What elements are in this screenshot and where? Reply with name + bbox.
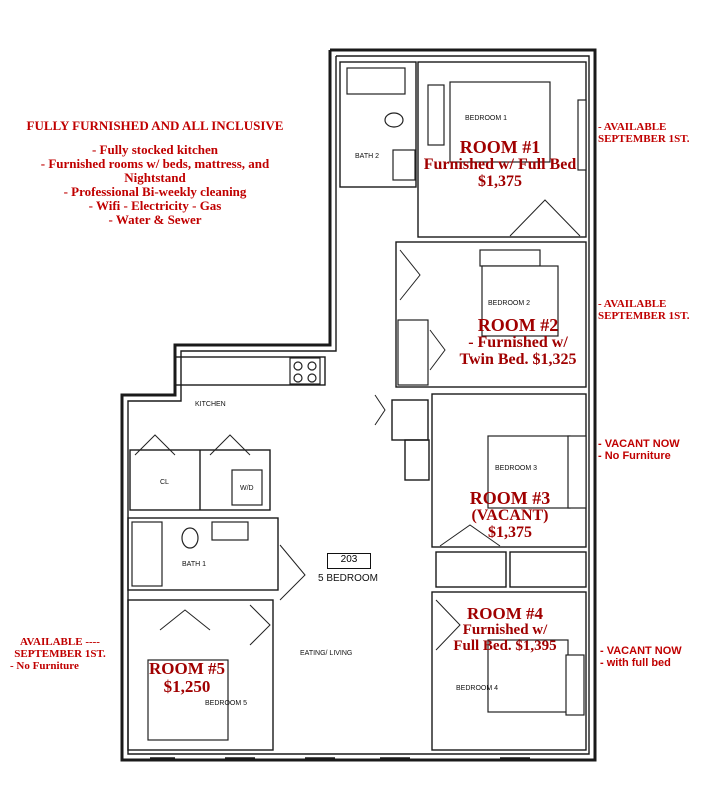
room-2-desc: - Furnished w/: [468, 333, 568, 351]
amenities-heading: FULLY FURNISHED AND ALL INCLUSIVE: [26, 118, 284, 133]
amenity-line: Nightstand: [124, 170, 186, 185]
closet-2: [398, 320, 428, 385]
sink-2: [393, 150, 415, 180]
amenities-list: [0, 143, 310, 227]
availability-line: AVAILABLE ----: [20, 636, 100, 648]
room-4-price: Full Bed. $1,395: [453, 637, 557, 654]
availability-room-1: [598, 121, 705, 145]
room-4-desc: Furnished w/: [462, 621, 548, 638]
unit-number: 203: [340, 554, 358, 565]
availability-room-2: [598, 298, 705, 322]
kitchen: [175, 357, 325, 408]
closet-4: [510, 552, 586, 587]
availability-line: - AVAILABLE: [598, 298, 667, 310]
amenity-line: - Professional Bi-weekly cleaning: [63, 184, 247, 199]
bath-1: [128, 518, 305, 600]
room-2-title: ROOM #2: [477, 315, 559, 335]
label-bedroom-2: BEDROOM 2: [488, 300, 531, 307]
room-2-price: Twin Bed. $1,325: [459, 350, 577, 368]
closet-3: [436, 552, 506, 587]
room-3-title: ROOM #3: [469, 488, 551, 508]
availability-room-5: [0, 636, 120, 672]
label-bath-1: BATH 1: [182, 561, 206, 568]
entry-door: [375, 395, 385, 425]
bath-2: [340, 62, 416, 187]
room-1-desc: Furnished w/ Full Bed: [423, 155, 577, 173]
label-kitchen: KITCHEN: [195, 401, 226, 408]
availability-room-3: [598, 438, 705, 462]
availability-line: - with full bed: [600, 657, 671, 669]
sink-1: [212, 522, 248, 540]
bathtub-2: [347, 68, 405, 94]
dresser-1: [428, 85, 444, 145]
bathtub-1: [132, 522, 162, 586]
amenity-line: - Furnished rooms w/ beds, mattress, and: [40, 156, 270, 171]
label-bedroom-4: BEDROOM 4: [456, 685, 499, 692]
room-5-tag: [142, 660, 232, 696]
amenity-line: - Water & Sewer: [108, 212, 202, 227]
availability-line: - No Furniture: [598, 450, 671, 462]
room-2-tag: [438, 316, 598, 368]
toilet-2: [385, 113, 403, 127]
headboard-2: [480, 250, 540, 266]
label-bath-2: BATH 2: [355, 153, 379, 160]
room-5-price: $1,250: [163, 676, 211, 696]
label-eating-living: EATING/ LIVING: [300, 650, 353, 657]
room-4-title: ROOM #4: [466, 604, 544, 623]
closet-wd: [130, 435, 270, 510]
availability-line: SEPTEMBER 1ST.: [14, 648, 106, 660]
room-1-tag: [420, 138, 580, 190]
unit-number-box: [327, 553, 371, 569]
label-wd: W/D: [240, 485, 254, 492]
availability-line: - VACANT NOW: [598, 438, 680, 450]
availability-line: - VACANT NOW: [600, 645, 682, 657]
label-bedroom-1: BEDROOM 1: [465, 115, 508, 122]
availability-line: - AVAILABLE: [598, 121, 667, 133]
availability-room-4: [600, 645, 705, 669]
room-3-price: $1,375: [488, 523, 532, 541]
label-bedroom-5: BEDROOM 5: [205, 700, 248, 707]
availability-line: SEPTEMBER 1ST.: [598, 133, 690, 145]
label-closet: CL: [160, 479, 169, 486]
room-1-price: $1,375: [478, 172, 522, 190]
amenity-line: - Wifi - Electricity - Gas: [88, 198, 222, 213]
toilet-1: [182, 528, 198, 548]
availability-line: SEPTEMBER 1ST.: [598, 310, 690, 322]
room-3-tag: [440, 489, 580, 541]
availability-line: - No Furniture: [10, 660, 79, 672]
amenity-line: - Fully stocked kitchen: [91, 142, 219, 157]
label-bedroom-3: BEDROOM 3: [495, 465, 538, 472]
room-1-title: ROOM #1: [459, 137, 541, 157]
unit-type: 5 BEDROOM: [318, 573, 379, 584]
room-4-tag: [430, 605, 580, 654]
dresser-4: [566, 655, 584, 715]
room-3-status: (VACANT): [471, 506, 549, 524]
room-5-title: ROOM #5: [148, 659, 226, 678]
